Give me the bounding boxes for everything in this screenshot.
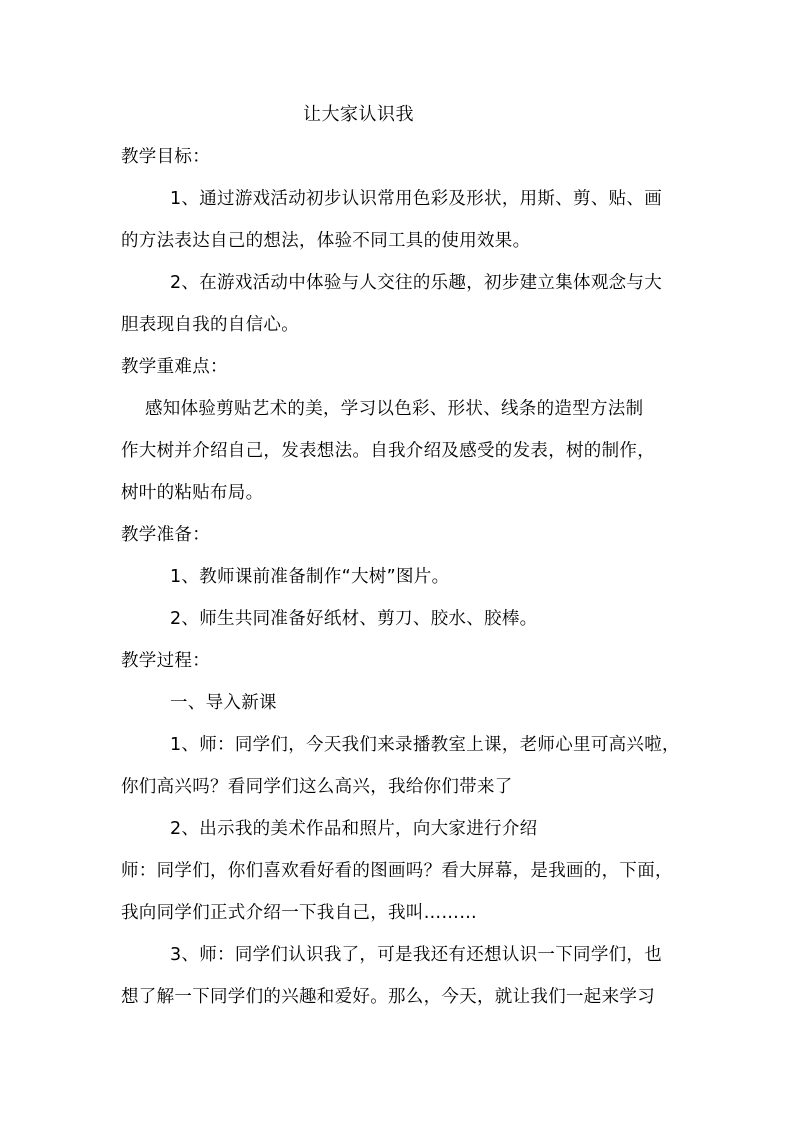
keypoints-line-3: 树叶的粘贴布局。 xyxy=(121,483,264,503)
prep-heading: 教学准备： xyxy=(121,525,210,545)
document-title: 让大家认识我 xyxy=(303,104,414,125)
objective-1-line-2: 的方法表达自己的想法，体验不同工具的使用效果。 xyxy=(121,231,531,251)
step-2-line-1: 2、出示我的美术作品和照片，向大家进行介绍 xyxy=(170,819,538,839)
process-heading: 教学过程： xyxy=(121,651,210,671)
objective-2-line-2: 胆表现自我的自信心。 xyxy=(121,315,299,335)
keypoints-line-2: 作大树并介绍自己，发表想法。自我介绍及感受的发表，树的制作， xyxy=(121,441,655,461)
prep-item-1: 1、教师课前准备制作“大树”图片。 xyxy=(170,567,450,587)
keypoints-line-1: 感知体验剪贴艺术的美，学习以色彩、形状、线条的造型方法制 xyxy=(145,399,644,419)
step-1-line-2: 你们高兴吗？看同学们这么高兴，我给你们带来了 xyxy=(121,777,513,797)
keypoints-heading: 教学重难点： xyxy=(121,357,228,377)
prep-item-2: 2、师生共同准备好纸材、剪刀、胶水、胶棒。 xyxy=(170,609,538,629)
objectives-heading: 教学目标： xyxy=(121,147,210,167)
step-1-line-1: 1、师：同学们，今天我们来录播教室上课，老师心里可高兴啦， xyxy=(170,735,680,755)
step-2-line-2: 师：同学们，你们喜欢看好看的图画吗？看大屏幕，是我画的，下面， xyxy=(121,861,673,881)
process-part-1: 一、导入新课 xyxy=(170,693,277,713)
objective-2-line-1: 2、在游戏活动中体验与人交往的乐趣，初步建立集体观念与大 xyxy=(170,273,663,293)
step-2-line-3: 我向同学们正式介绍一下我自己，我叫……… xyxy=(121,903,477,923)
step-3-line-1: 3、师：同学们认识我了，可是我还有还想认识一下同学们，也 xyxy=(170,945,663,965)
objective-1-line-1: 1、通过游戏活动初步认识常用色彩及形状，用斯、剪、贴、画 xyxy=(170,189,663,209)
step-3-line-2: 想了解一下同学们的兴趣和爱好。那么，今天，就让我们一起来学习 xyxy=(121,987,655,1007)
